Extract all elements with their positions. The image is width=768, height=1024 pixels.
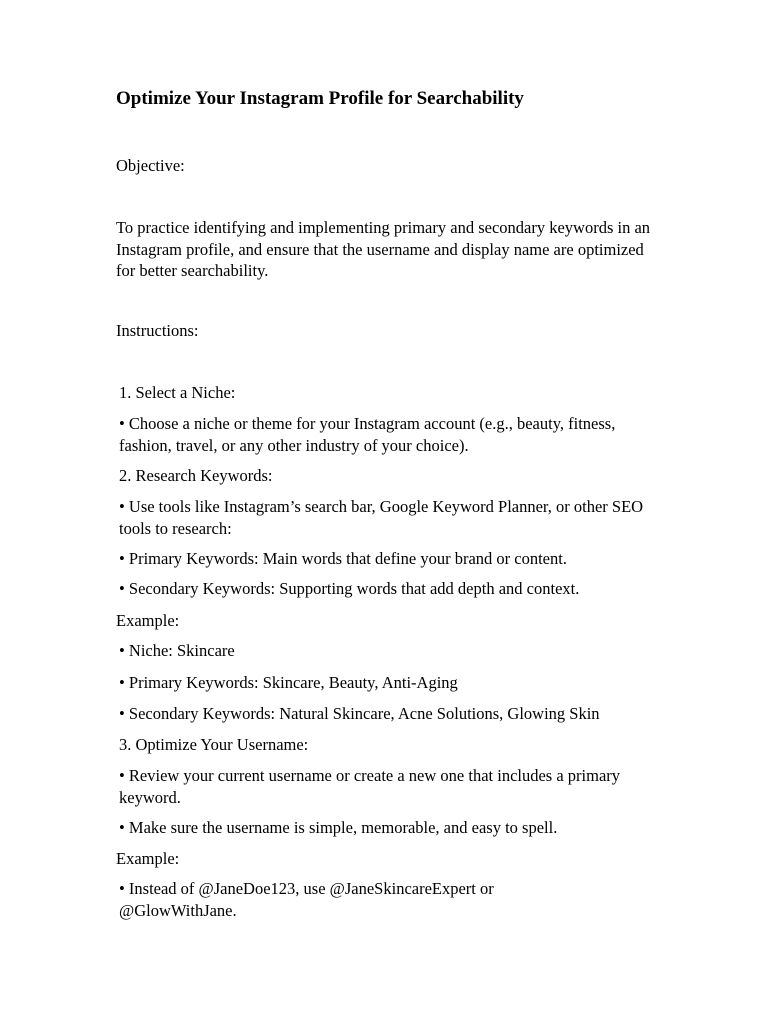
step1-bullet-text: • Choose a niche or theme for your Instagram account (e.g., beauty, fitness, fashion, travel, or any other industry of your choice). bbox=[119, 414, 616, 455]
example1-primary: • Primary Keywords: Skincare, Beauty, Anti-Aging bbox=[119, 673, 458, 692]
step3-bullet-review: • Review your current username or create a new one that includes a primary keyword. bbox=[119, 766, 621, 807]
objective-text: To practice identifying and implementing primary and secondary keywords in an Instagram profile, and ensure that the username and display name are optimized for better searchability. bbox=[116, 218, 651, 280]
example1-heading: Example: bbox=[116, 611, 180, 630]
document-title: Optimize Your Instagram Profile for Searchability bbox=[116, 88, 524, 109]
example1-niche: • Niche: Skincare bbox=[119, 641, 235, 660]
step3-bullet-simple: • Make sure the username is simple, memorable, and easy to spell. bbox=[119, 818, 558, 837]
example2-heading: Example: bbox=[116, 849, 180, 868]
step2-bullet-tools: • Use tools like Instagram’s search bar, Google Keyword Planner, or other SEO tools to research: bbox=[119, 497, 644, 538]
step2-heading: 2. Research Keywords: bbox=[119, 466, 273, 485]
step1-heading: 1. Select a Niche: bbox=[119, 383, 236, 402]
step2-bullet-secondary: • Secondary Keywords: Supporting words that add depth and context. bbox=[119, 579, 580, 598]
example2-bullet: • Instead of @JaneDoe123, use @JaneSkincareExpert or @GlowWithJane. bbox=[119, 879, 494, 920]
step2-bullet-primary: • Primary Keywords: Main words that define your brand or content. bbox=[119, 549, 567, 568]
step1-bullet bbox=[116, 413, 659, 456]
instructions-heading: Instructions: bbox=[116, 321, 199, 340]
objective-heading: Objective: bbox=[116, 156, 185, 175]
example1-secondary: • Secondary Keywords: Natural Skincare, Acne Solutions, Glowing Skin bbox=[119, 704, 600, 723]
step3-heading: 3. Optimize Your Username: bbox=[119, 735, 309, 754]
